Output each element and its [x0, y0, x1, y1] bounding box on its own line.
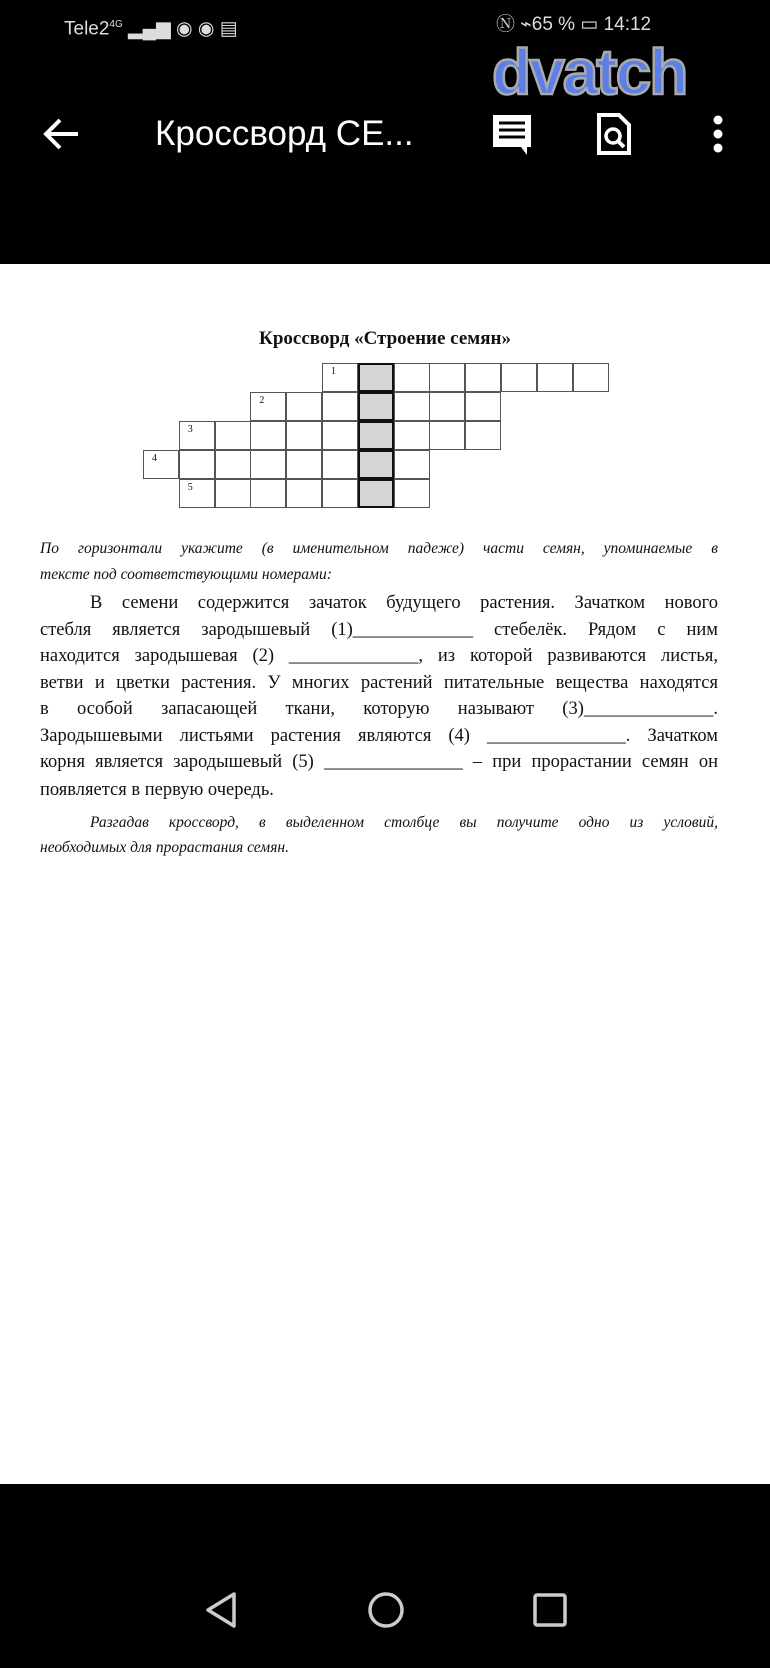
crossword-cell	[394, 479, 430, 508]
crossword-cell	[322, 392, 358, 421]
search-document-icon[interactable]	[596, 112, 632, 156]
instruction-line: По горизонтали укажите (в именительном падеже) части семян, упоминаемые в	[40, 540, 718, 557]
crossword-cell	[394, 392, 430, 421]
signal-icon: ▂▄▆	[128, 18, 171, 40]
status-right	[496, 14, 651, 36]
crossword-cell	[179, 421, 215, 450]
sim-icon: ▤	[219, 18, 238, 40]
battery-percent: 65 %	[531, 14, 576, 35]
home-circle-icon[interactable]	[366, 1590, 406, 1630]
body-line: ветви и цветки растения. У многих растений питательные вещества находятся	[40, 673, 718, 693]
status-left	[64, 14, 238, 40]
watermark: dvatch	[492, 36, 687, 108]
crossword-cell	[573, 363, 609, 392]
carrier: Tele2	[64, 18, 110, 40]
clock: 14:12	[603, 14, 652, 35]
back-arrow-icon[interactable]	[40, 116, 80, 152]
crossword-cell	[286, 421, 322, 450]
clue-number: 4	[152, 453, 157, 464]
body-line: В семени содержится зачаток будущего растения. Зачатком нового	[90, 593, 718, 613]
crossword-cell	[394, 421, 430, 450]
crossword-cell	[429, 392, 465, 421]
crossword-cell	[179, 450, 215, 479]
crossword-cell	[465, 421, 501, 450]
crossword-cell	[250, 479, 286, 508]
chrome-icon: ◉ ◉	[176, 18, 215, 40]
clue-number: 3	[187, 424, 193, 435]
crossword-cell	[250, 421, 286, 450]
crossword-cell	[250, 450, 286, 479]
battery-icon: ▭	[580, 14, 599, 35]
crossword-cell	[215, 421, 251, 450]
crossword-cell	[143, 450, 179, 479]
vibrate-icon: ⌁	[520, 14, 532, 35]
crossword-cell	[179, 479, 215, 508]
footer-line: необходимых для прорастания семян.	[40, 839, 289, 856]
nfc-icon: Ⓝ	[496, 14, 516, 35]
body-line: в особой запасающей ткани, которую называют (3)______________.	[40, 699, 718, 719]
crossword-cell	[394, 450, 430, 479]
crossword-cell	[465, 363, 501, 392]
crossword-cell	[465, 392, 501, 421]
network-type: 4G	[109, 19, 123, 30]
document-title: Кроссворд «Строение семян»	[259, 328, 511, 349]
crossword-cell	[501, 363, 537, 392]
clue-number: 5	[187, 482, 193, 493]
body-line: Зародышевыми листьями растения являются (4) _______________. Зачатком	[40, 726, 718, 746]
crossword-cell	[322, 421, 358, 450]
crossword-cell	[286, 479, 322, 508]
crossword-cell	[537, 363, 573, 392]
app-title: Кроссворд СЕ...	[155, 114, 414, 153]
crossword-cell	[322, 479, 358, 508]
clue-number: 1	[331, 366, 336, 377]
body-line: появляется в первую очередь.	[40, 780, 274, 800]
footer-line: Разгадав кроссворд, в выделенном столбце вы получите одно из условий,	[90, 814, 718, 831]
body-line: корня является зародышевый (5) _______________ – при прорастании семян он	[40, 752, 718, 772]
crossword-key-cell	[358, 392, 394, 421]
body-line: стебля является зародышевый (1)_____________ стебелёк. Рядом с ним	[40, 620, 718, 640]
document-page	[0, 264, 770, 1484]
crossword-cell	[286, 392, 322, 421]
back-triangle-icon[interactable]	[202, 1590, 238, 1630]
crossword-key-cell	[358, 421, 394, 450]
crossword-cell	[215, 450, 251, 479]
clue-number: 2	[259, 395, 265, 406]
more-vert-icon[interactable]	[710, 114, 726, 154]
body-line: находится зародышевая (2) ______________, из которой развиваются листья,	[40, 646, 718, 666]
recents-square-icon[interactable]	[532, 1592, 568, 1628]
crossword-key-cell	[358, 479, 394, 508]
top-bar	[0, 0, 770, 264]
crossword-cell	[322, 363, 358, 392]
navigation-bar	[0, 1484, 770, 1668]
crossword-cell	[250, 392, 286, 421]
crossword-cell	[322, 450, 358, 479]
crossword-cell	[286, 450, 322, 479]
crossword-cell	[429, 421, 465, 450]
crossword-key-cell	[358, 450, 394, 479]
instruction-line: тексте под соответствующими номерами:	[40, 566, 332, 583]
crossword-cell	[394, 363, 430, 392]
crossword-key-cell	[358, 363, 394, 392]
comments-icon[interactable]	[490, 112, 536, 158]
crossword-cell	[215, 479, 251, 508]
crossword-cell	[429, 363, 465, 392]
